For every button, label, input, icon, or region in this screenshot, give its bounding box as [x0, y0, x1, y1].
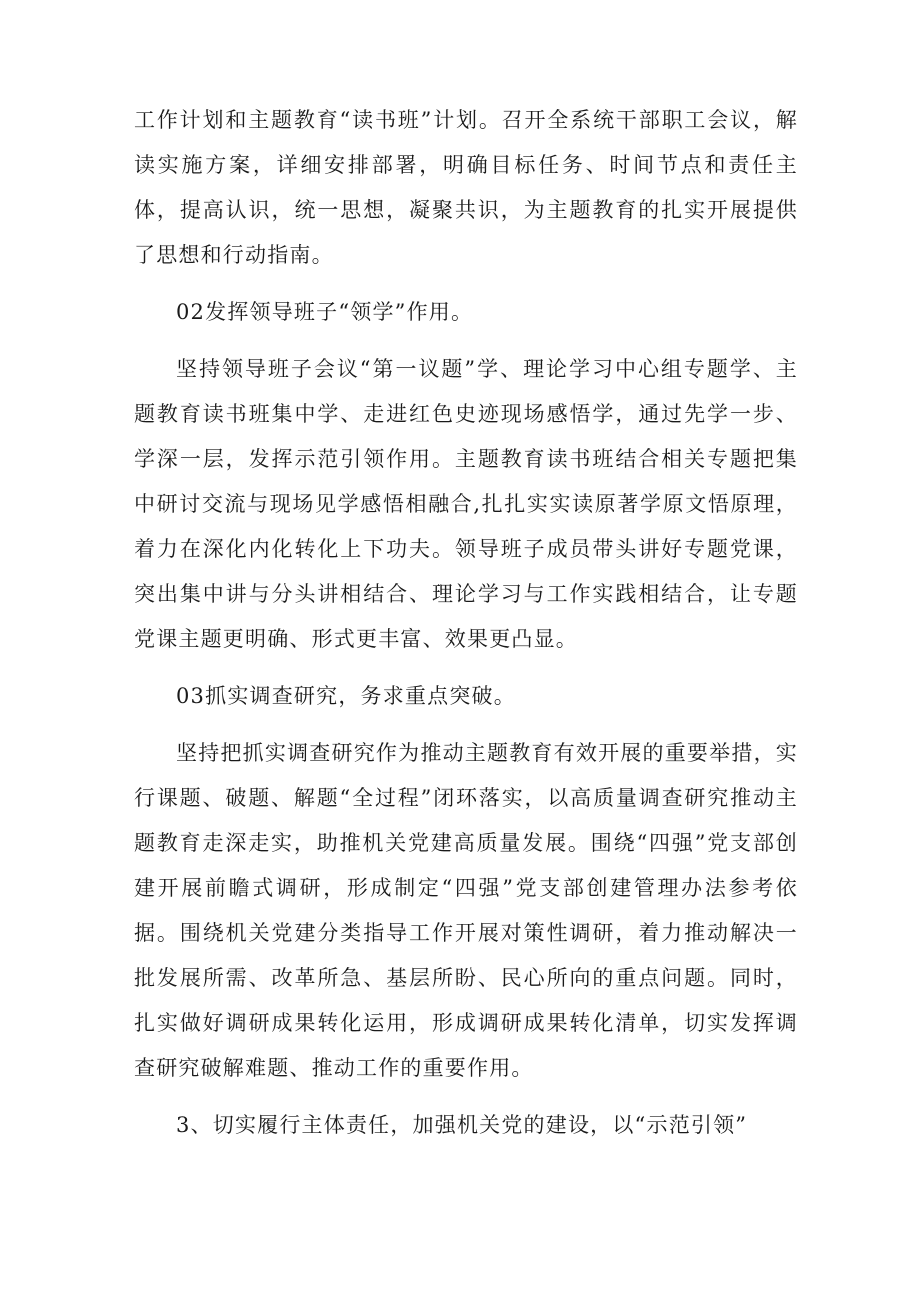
paragraph-leadership-study: 坚持领导班子会议“第一议题”学、理论学习中心组专题学、主题教育读书班集中学、走进红色史迹现场感悟学，通过先学一步、学深一层，发挥示范引领作用。主题教育读书班结合相关专题把集中研讨交流与现场见学感悟相融合,扎扎实实读原著学原文悟原理，着力在深化内化转化上下功夫。领导班子成员带头讲好专题党课，突出集中讲与分头讲相结合、理论学习与工作实践相结合，让专题党课主题更明确、形式更丰富、效果更凸显。 [134, 357, 798, 651]
section-heading-03: 03抓实调查研究，务求重点突破。 [176, 684, 516, 708]
section-heading-02: 02发挥领导班子“领学”作用。 [176, 300, 474, 324]
paragraph-research: 坚持把抓实调查研究作为推动主题教育有效开展的重要举措，实行课题、破题、解题“全过程”闭环落实，以高质量调查研究推动主题教育走深走实，助推机关党建高质量发展。围绕“四强”党支部创建开展前瞻式调研，形成制定“四强”党支部创建管理办法参考依据。围绕机关党建分类指导工作开展对策性调研，着力推动解决一批发展所需、改革所急、基层所盼、民心所向的重点问题。同时，扎实做好调研成果转化运用，形成调研成果转化清单，切实发挥调查研究破解难题、推动工作的重要作用。 [134, 741, 798, 1080]
paragraph-continuation: 工作计划和主题教育“读书班”计划。召开全系统干部职工会议，解读实施方案，详细安排部署，明确目标任务、时间节点和责任主体，提高认识，统一思想，凝聚共识，为主题教育的扎实开展提供了思想和行动指南。 [134, 108, 798, 267]
document-body [134, 98, 798, 1160]
paragraph-responsibility: 3、切实履行主体责任，加强机关党的建设，以“示范引领” [176, 1113, 748, 1137]
